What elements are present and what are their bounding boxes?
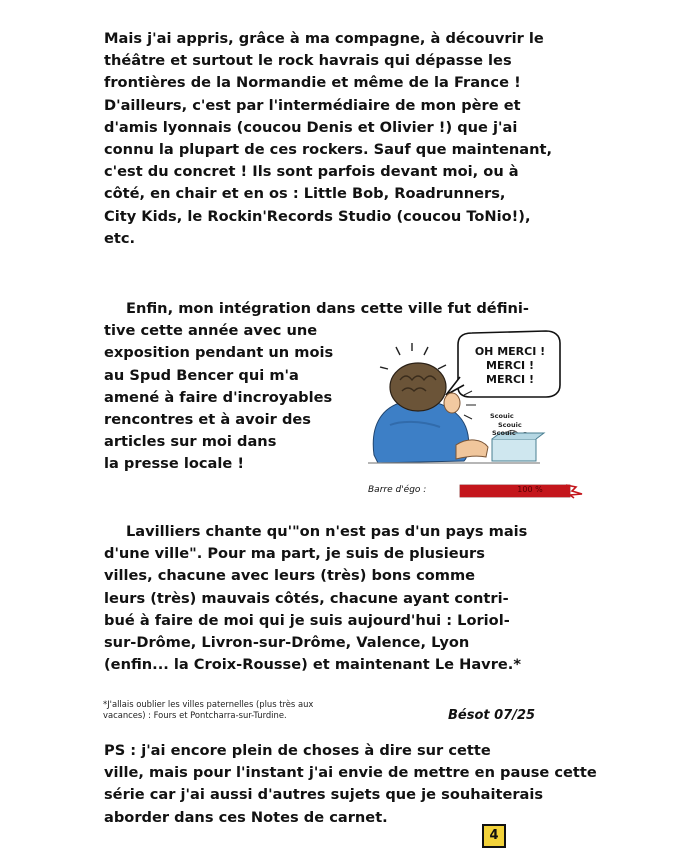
footnote-line: *J'allais oublier les villes paternelles (plus très aux — [103, 699, 314, 709]
text-line: D'ailleurs, c'est par l'intermédiaire de mon père et — [104, 96, 521, 114]
text-line: frontières de la Normandie et même de la France ! — [104, 74, 521, 92]
text-line: City Kids, le Rockin'Records Studio (coucou ToNio!), — [104, 207, 531, 225]
sound-effects — [490, 412, 522, 438]
text-line: côté, en chair et en os : Little Bob, Roadrunners, — [104, 185, 506, 203]
speech-text — [470, 345, 550, 387]
text-line: etc. — [104, 229, 136, 247]
text-line: connu la plupart de ces rockers. Sauf que maintenant, — [104, 141, 553, 159]
text-line: sur-Drôme, Livron-sur-Drôme, Valence, Lyon — [104, 634, 470, 652]
text-line: (enfin... la Croix-Rousse) et maintenant Le Havre.* — [104, 656, 521, 674]
sfx-word: Scouic — [490, 412, 514, 420]
text-line: série car j'ai aussi d'autres sujets que je souhaiterais — [104, 786, 544, 804]
signature: Bésot 07/25 — [448, 708, 536, 723]
ego-bar-value: 100 % — [517, 485, 543, 494]
speech-line: OH MERCI ! — [474, 345, 546, 358]
text-line: aborder dans ces Notes de carnet. — [104, 808, 388, 826]
text-line: PS : j'ai encore plein de choses à dire sur cette — [104, 742, 491, 759]
sfx-word: Scouic — [492, 429, 516, 437]
paragraph-1 — [104, 28, 604, 250]
text-line: d'amis lyonnais (coucou Denis et Olivier !) que j'ai — [104, 118, 518, 136]
text-line: Lavilliers chante qu'"on n'est pas d'un pays mais — [126, 523, 528, 540]
footnote — [103, 699, 313, 721]
speech-line: MERCI ! — [486, 373, 534, 386]
text-line: théâtre et surtout le rock havrais qui dépasse les — [104, 52, 512, 70]
text-line: la presse locale ! — [104, 455, 244, 473]
text-line: tive cette année avec une — [104, 322, 318, 340]
ego-bar-label: Barre d'égo : — [368, 485, 427, 495]
text-line: exposition pendant un mois — [104, 344, 334, 362]
paragraph-4 — [104, 740, 604, 829]
paragraph-3 — [104, 521, 604, 676]
text-line: au Spud Bencer qui m'a — [104, 366, 299, 384]
person-head — [390, 363, 446, 411]
text-line: rencontres et à avoir des — [104, 411, 311, 429]
text-line: villes, chacune avec leurs (très) bons comme — [104, 567, 476, 585]
sfx-word: Scouic — [498, 420, 522, 429]
text-line: leurs (très) mauvais côtés, chacune ayant contri- — [104, 589, 509, 607]
footnote-line: vacances) : Fours et Pontcharra-sur-Turdine. — [103, 710, 287, 720]
text-line: articles sur moi dans — [104, 433, 277, 451]
text-line: ville, mais pour l'instant j'ai envie de mettre en pause cette — [104, 764, 597, 782]
text-line: Mais j'ai appris, grâce à ma compagne, à découvrir le — [104, 30, 544, 47]
page-number: 4 — [482, 824, 506, 848]
text-line: d'une ville". Pour ma part, je suis de plusieurs — [104, 545, 485, 563]
text-line: amené à faire d'incroyables — [104, 388, 333, 406]
speech-line: MERCI ! — [486, 359, 534, 372]
text-line: c'est du concret ! Ils sont parfois devant moi, ou à — [104, 163, 519, 181]
text-line: bué à faire de moi qui je suis aujourd'hui : Loriol- — [104, 611, 510, 629]
text-line: Enfin, mon intégration dans cette ville fut défini- — [126, 300, 529, 317]
